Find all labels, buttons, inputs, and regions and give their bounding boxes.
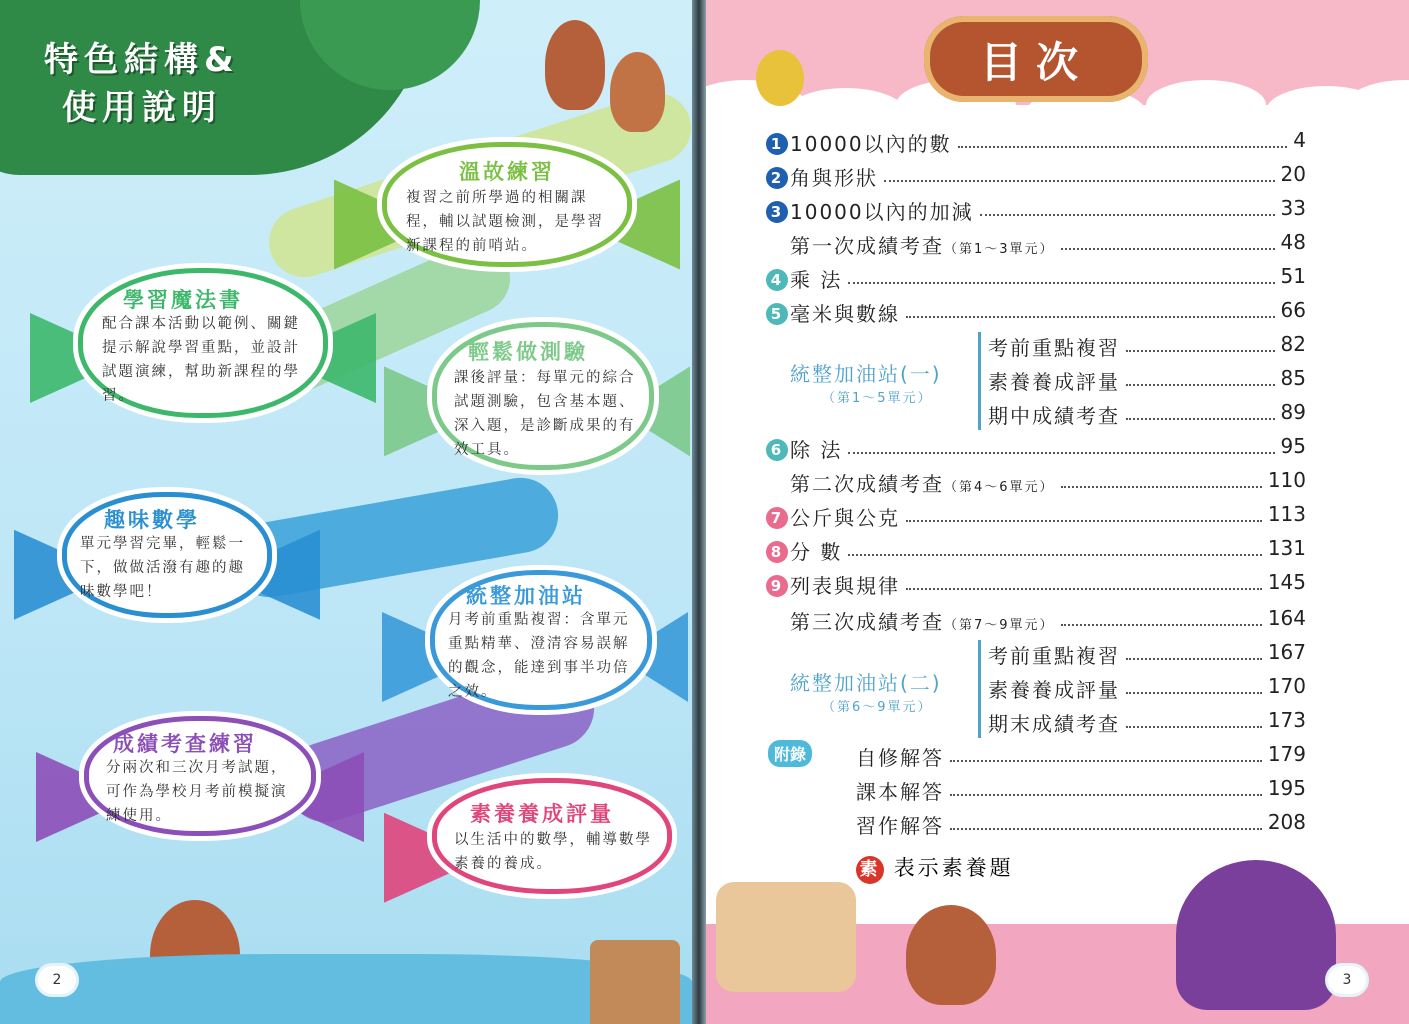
squirrel-illustration xyxy=(545,20,605,110)
left-page xyxy=(0,0,692,1024)
leader-dots xyxy=(906,520,1262,522)
leader-dots xyxy=(848,452,1275,454)
feature-title: 成績考查練習 xyxy=(113,732,257,756)
feature-candy xyxy=(382,142,632,267)
toc-group-label: 統整加油站(二) xyxy=(790,671,942,695)
toc-entry-text: 分 數 xyxy=(790,540,843,564)
toc-entry[interactable] xyxy=(988,332,1306,362)
feature-candy xyxy=(84,716,316,836)
toc-entry-label xyxy=(856,742,944,771)
right-page xyxy=(706,0,1409,1024)
squirrel-illustration xyxy=(906,905,996,1005)
toc-entry-text: 期末成績考查 xyxy=(988,712,1120,736)
feature-candy xyxy=(62,492,272,618)
toc-entry-note: （第7～9單元） xyxy=(944,618,1055,633)
toc-title: 目次 xyxy=(979,38,1092,87)
toc-entry-note: （第4～6單元） xyxy=(944,480,1055,495)
feature-title: 學習魔法書 xyxy=(123,288,243,312)
toc-page-number: 4 xyxy=(1293,128,1306,152)
lantern-icon xyxy=(756,50,804,106)
leader-dots xyxy=(950,760,1262,762)
feature-candy xyxy=(432,778,672,894)
feature-desc: 以生活中的數學，輔導數學素養的養成。 xyxy=(454,832,652,872)
toc-entry-label xyxy=(766,570,900,599)
toc-entry-label xyxy=(790,606,1055,635)
toc-page-number: 167 xyxy=(1267,640,1306,664)
leader-dots xyxy=(1126,726,1262,728)
squirrel-illustration xyxy=(610,52,665,132)
toc-entry-label xyxy=(988,332,1120,361)
page-title-line2: 使用說明 xyxy=(62,88,222,128)
toc-entry-text: 毫米與數線 xyxy=(790,302,900,326)
toc-group-sub: （第6～9單元） xyxy=(822,700,933,715)
toc-entry-label xyxy=(766,536,842,565)
group-bracket xyxy=(978,332,981,430)
toc-page-number: 48 xyxy=(1280,230,1306,254)
toc-page-number: 51 xyxy=(1280,264,1306,288)
toc-entry-label xyxy=(856,810,944,839)
page-number: 2 xyxy=(38,966,76,994)
leader-dots xyxy=(1061,248,1275,250)
toc-page-number: 131 xyxy=(1267,536,1306,560)
feature-candy xyxy=(78,268,328,418)
toc-entry-label xyxy=(766,264,842,293)
toc-entry-text: 素養養成評量 xyxy=(988,370,1120,394)
toc-entry-label xyxy=(766,128,952,157)
toc-page-number: 20 xyxy=(1280,162,1306,186)
toc-entry-text: 第二次成績考查 xyxy=(790,472,944,496)
group-bracket xyxy=(978,640,981,738)
toc-entry[interactable] xyxy=(988,674,1306,704)
toc-entry-text: 自修解答 xyxy=(856,746,944,770)
toc-entry-text: 公斤與公克 xyxy=(790,506,900,530)
leader-dots xyxy=(1061,486,1262,488)
appendix-badge xyxy=(768,740,812,767)
toc-entry-text: 除 法 xyxy=(790,438,843,462)
toc-entry[interactable] xyxy=(766,264,1306,294)
toc-entry[interactable] xyxy=(856,742,1306,772)
chapter-number-icon: 6 xyxy=(766,439,788,461)
legend xyxy=(856,852,1014,884)
toc-entry[interactable] xyxy=(766,434,1306,464)
leader-dots xyxy=(906,588,1262,590)
feature-title: 輕鬆做測驗 xyxy=(468,340,588,364)
toc-entry-text: 10000以內的加減 xyxy=(790,200,974,224)
toc-page-number: 113 xyxy=(1267,502,1306,526)
toc-group-label: 統整加油站(一) xyxy=(790,362,942,386)
leader-dots xyxy=(980,214,1275,216)
page-number: 3 xyxy=(1328,966,1366,994)
ground xyxy=(0,954,692,1024)
toc-entry-text: 角與形狀 xyxy=(790,166,878,190)
toc-entry-label xyxy=(790,468,1055,497)
toc-page-number: 89 xyxy=(1280,400,1306,424)
leader-dots xyxy=(848,554,1262,556)
toc-entry[interactable] xyxy=(766,502,1306,532)
leader-dots xyxy=(884,180,1275,182)
feature-desc: 分兩次和三次月考試題，可作為學校月考前模擬演練使用。 xyxy=(106,760,288,824)
toc-entry-text: 期中成績考查 xyxy=(988,404,1120,428)
toc-entry-label xyxy=(766,196,974,225)
toc-page-number: 173 xyxy=(1267,708,1306,732)
toc-entry-label xyxy=(766,502,900,531)
chapter-number-icon: 8 xyxy=(766,541,788,563)
toc-entry-label xyxy=(766,298,900,327)
toc-entry-text: 列表與規律 xyxy=(790,574,900,598)
toc-group-sub: （第1～5單元） xyxy=(822,391,933,406)
toc-entry-text: 10000以內的數 xyxy=(790,132,952,156)
leader-dots xyxy=(1126,658,1262,660)
feature-desc: 單元學習完畢，輕鬆一下，做做活潑有趣的趣味數學吧！ xyxy=(80,536,245,600)
toc-entry-label xyxy=(766,434,842,463)
leader-dots xyxy=(848,282,1275,284)
feature-title: 統整加油站 xyxy=(466,584,586,608)
literacy-badge-icon: 素 xyxy=(856,856,884,884)
toc-entry-label xyxy=(988,708,1120,737)
chapter-number-icon: 9 xyxy=(766,575,788,597)
book-spine xyxy=(692,0,706,1024)
leader-dots xyxy=(958,146,1287,148)
feature-desc: 課後評量：每單元的綜合試題測驗，包含基本題、深入題，是診斷成果的有效工具。 xyxy=(454,370,636,458)
toc-entry-text: 乘 法 xyxy=(790,268,843,292)
gingerbread-house xyxy=(590,940,680,1024)
wizard-cat-illustration xyxy=(1176,860,1336,1010)
toc-entry[interactable] xyxy=(988,400,1306,430)
chapter-number-icon: 1 xyxy=(766,133,788,155)
toc-page-number: 66 xyxy=(1280,298,1306,322)
feature-candy xyxy=(430,570,652,710)
toc-entry-label xyxy=(766,162,878,191)
toc-entry[interactable] xyxy=(766,536,1306,566)
chapter-number-icon: 7 xyxy=(766,507,788,529)
leader-dots xyxy=(1126,350,1275,352)
toc-entry[interactable] xyxy=(766,162,1306,192)
toc-entry-label xyxy=(988,400,1120,429)
toc-page-number: 95 xyxy=(1280,434,1306,458)
toc-entry[interactable] xyxy=(856,776,1306,806)
toc-entry-label xyxy=(790,230,1055,259)
toc-page-number: 110 xyxy=(1267,468,1306,492)
toc-page-number: 85 xyxy=(1280,366,1306,390)
toc-entry[interactable] xyxy=(988,640,1306,670)
appendix-label: 附錄 xyxy=(768,740,812,767)
toc-page-number: 164 xyxy=(1267,606,1306,630)
chapter-number-icon: 3 xyxy=(766,201,788,223)
toc-page-number: 170 xyxy=(1267,674,1306,698)
toc-page-number: 208 xyxy=(1267,810,1306,834)
toc-page-number: 179 xyxy=(1267,742,1306,766)
toc-entry-text: 考前重點複習 xyxy=(988,644,1120,668)
chapter-number-icon: 2 xyxy=(766,167,788,189)
feature-desc: 月考前重點複習：含單元重點精華、澄清容易誤解的觀念，能達到事半功倍之效。 xyxy=(448,612,630,700)
toc-page-number: 145 xyxy=(1267,570,1306,594)
toc-entry-text: 考前重點複習 xyxy=(988,336,1120,360)
toc-entry[interactable] xyxy=(766,570,1306,600)
leader-dots xyxy=(1061,624,1262,626)
feature-title: 趣味數學 xyxy=(104,508,200,532)
toc-entry[interactable] xyxy=(766,128,1306,158)
toc-entry-text: 課本解答 xyxy=(856,780,944,804)
toc-entry[interactable] xyxy=(766,298,1306,328)
toc-title-plate xyxy=(924,16,1148,102)
toc-entry-note: （第1～3單元） xyxy=(944,242,1055,257)
leader-dots xyxy=(1126,418,1275,420)
page-title-line1: 特色結構& xyxy=(44,40,240,80)
toc-entry-text: 習作解答 xyxy=(856,814,944,838)
legend-text: 表示素養題 xyxy=(893,856,1014,880)
toc-group-2 xyxy=(790,667,980,715)
toc-entry[interactable] xyxy=(988,708,1306,738)
cloud xyxy=(1146,80,1266,130)
toc-group-1 xyxy=(790,358,980,406)
feature-title: 素養養成評量 xyxy=(470,802,614,826)
chapter-number-icon: 5 xyxy=(766,303,788,325)
toc-entry-label xyxy=(988,366,1120,395)
toc-entry[interactable] xyxy=(856,810,1306,840)
toc-entry[interactable] xyxy=(988,366,1306,396)
toc-entry-text: 第一次成績考查 xyxy=(790,234,944,258)
feature-desc: 配合課本活動以範例、關鍵提示解說學習重點，並設計試題演練，幫助新課程的學習。 xyxy=(102,316,300,404)
toc-entry[interactable] xyxy=(766,196,1306,226)
toc-entry[interactable] xyxy=(790,230,1306,260)
feature-title: 溫故練習 xyxy=(459,160,555,184)
toc-entry[interactable] xyxy=(790,606,1306,636)
leader-dots xyxy=(950,794,1262,796)
leader-dots xyxy=(1126,384,1275,386)
cracker-illustration xyxy=(716,882,856,992)
toc-entry[interactable] xyxy=(790,468,1306,498)
chapter-number-icon: 4 xyxy=(766,269,788,291)
toc-page-number: 33 xyxy=(1280,196,1306,220)
feature-candy xyxy=(432,322,654,470)
toc-entry-label xyxy=(856,776,944,805)
feature-desc: 複習之前所學過的相關課程，輔以試題檢測，是學習新課程的前哨站。 xyxy=(406,190,604,254)
leader-dots xyxy=(906,316,1275,318)
toc-entry-text: 第三次成績考查 xyxy=(790,610,944,634)
toc-page-number: 82 xyxy=(1280,332,1306,356)
toc-entry-label xyxy=(988,640,1120,669)
toc-entry-text: 素養養成評量 xyxy=(988,678,1120,702)
leader-dots xyxy=(1126,692,1262,694)
leader-dots xyxy=(950,828,1262,830)
toc-page-number: 195 xyxy=(1267,776,1306,800)
toc-entry-label xyxy=(988,674,1120,703)
